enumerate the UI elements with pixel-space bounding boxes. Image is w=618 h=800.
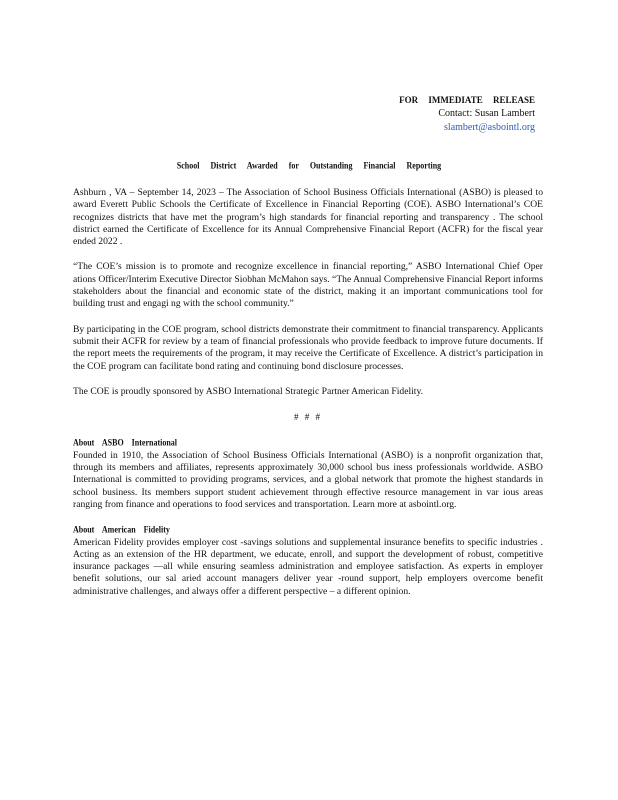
section-separator: # # # (294, 412, 322, 423)
press-release-title: School District Awarded for Outstanding Financial Reporting (176, 160, 442, 171)
about-af-section (73, 524, 543, 598)
about-asbo-text: Founded in 1910, the Association of School Business Officials International (ASBO) is a nonprofit organization that, through its members and affiliates, represents approximately 30,000 school bus iness professionals worldwide. ASBO International is committed to providing programs, services, and a global network that promote the highest standards in school business. Its members support student achievement through effective resource management in var ious areas ranging from finance and operations to food services and transportation. Learn more at asbointl.org. (73, 449, 543, 510)
paragraph-intro: Ashburn , VA – September 14, 2023 – The Association of School Business Officials International (ASBO) is pleased to award Everett Public Schools the Certificate of Excellence in Financial Reporting (COE). ASBO International’s COE recognizes districts that have met the program’s high standards for financial reporting and transparency . The school district earned the Certificate of Excellence for its Annual Comprehensive Financial Report (ACFR) for the fiscal year ended 2022 . (73, 187, 543, 248)
contact-name: Contact: Susan Lambert (438, 108, 535, 119)
paragraph-quote: “The COE’s mission is to promote and recognize excellence in financial reporting,” ASBO International Chief Oper ations Officer/Interim Executive Director Siobhan McMahon says. “The Annual Comprehensive Financial Report informs stakeholders about the financial and economic state of the district, making it an important communications tool for building trust and engagi ng with the school community.” (73, 261, 543, 310)
about-af-text: American Fidelity provides employer cost -savings solutions and supplemental insurance benefits to specific industries . Acting as an extension of the HR department, we educate, enroll, and support the development of robust, competitive insurance packages —all while ensuring seamless administration and employee satisfaction. As experts in employer benefit solutions, our sal aried account managers deliver year -round support, help employers overcome benefit administrative challenges, and always offer a different perspective – a different opinion. (73, 536, 543, 597)
paragraph-sponsor: The COE is proudly sponsored by ASBO International Strategic Partner American Fidelity. (73, 385, 424, 397)
contact-block (399, 93, 535, 135)
about-asbo-heading: About ASBO International (73, 437, 178, 449)
about-asbo-section (73, 437, 543, 511)
contact-email-link[interactable]: slambert@asbointl.org (444, 122, 535, 133)
press-release-body (73, 187, 543, 611)
paragraph-program: By participating in the COE program, school districts demonstrate their commitment to financial transparency. Applicants submit their ACFR for review by a team of financial professionals who provide feedback to improve future documents. If the report meets the requirements of the program, it may receive the Certificate of Excellence. A district’s participation in the COE program can facilitate bond rating and continuing bond disclosure processes. (73, 323, 543, 372)
about-af-heading: About American Fidelity (73, 524, 170, 535)
release-label: FOR IMMEDIATE RELEASE (399, 95, 535, 105)
